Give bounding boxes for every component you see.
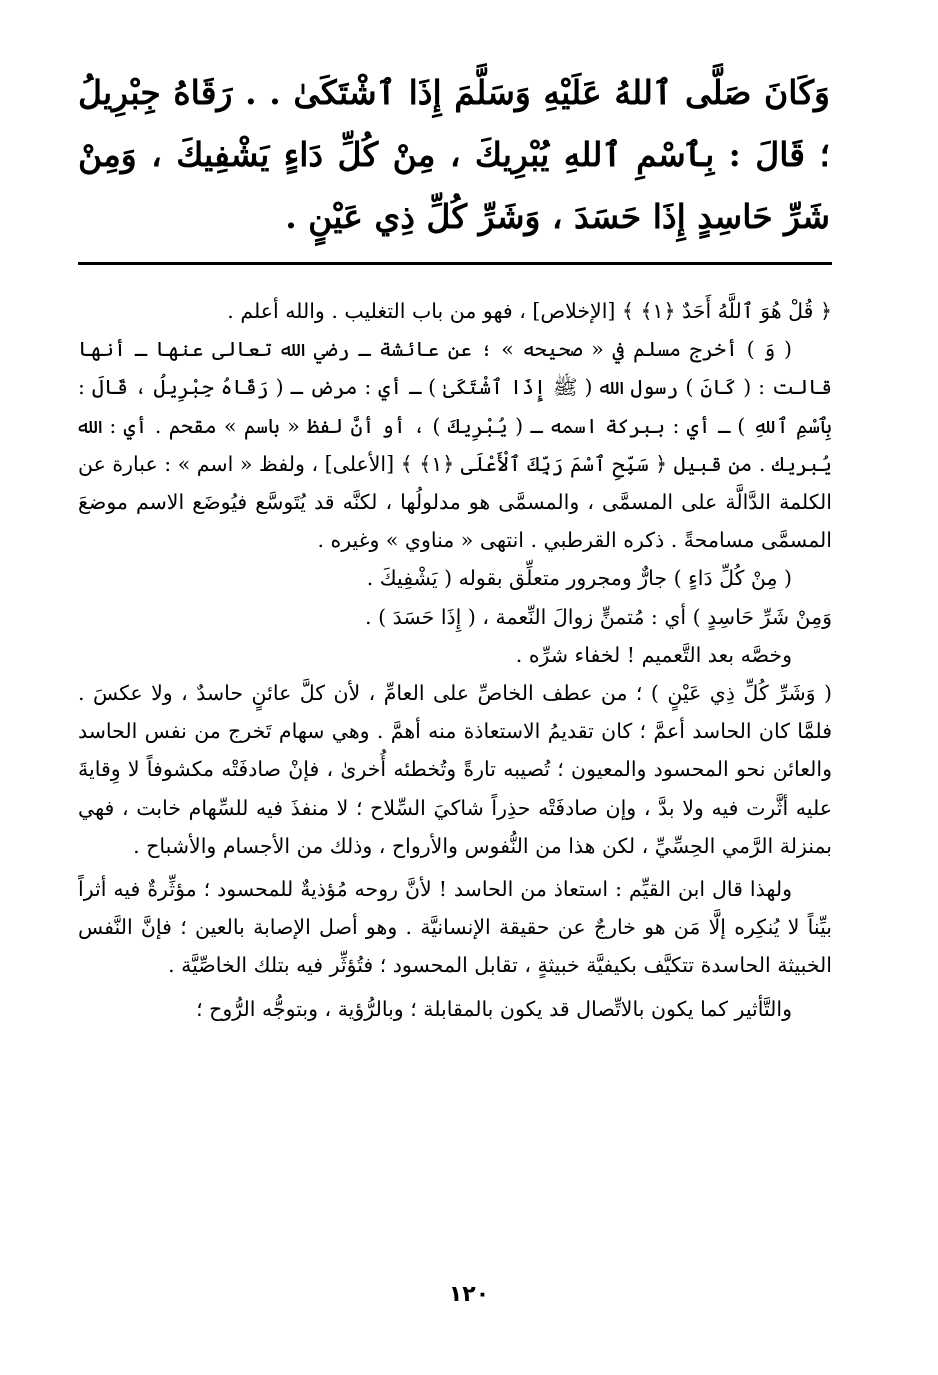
commentary-paragraph: ( مِنْ كُلِّ دَاءٍ ) جارٌّ ومجرور متعلِّق بقوله ( يَشْفِيكَ .	[366, 566, 792, 591]
commentary-paragraph: وَمِنْ شَرِّ حَاسِدٍ ) أي : مُتمنٍّ زوالَ النِّعمة ، ( إِذَا حَسَدَ ) .	[365, 604, 832, 629]
commentary-paragraph: ( وَشَرِّ كُلِّ ذِي عَيْنٍ ) ؛ من عطف الخاصِّ على العامِّ ، لأن كلَّ عائنٍ حاسدٌ ، ولا عكسَ . فلمَّا كان الحاسد أعمَّ ؛ كان تقديمُ الاستعاذة منه أهمَّ . وهي سهام تَخرج من نفس الحاسد والعائن نحو المحسود والمعيون ؛ تُصيبه تارةً وتُخطئه أُخرىٰ ، فإنْ صادفَتْه مكشوفاً لا وِقايةَ عليه أثَّرت فيه ولا بدَّ ، وإن صادفَتْه حذِراً شاكيَ السِّلاح ؛ لا منفذَ فيه للسِّهام خابت ، فهي بمنزلة الرَّمي الحِسِّيِّ ، لكن هذا من النُّفوس والأرواح ، وذلك من الأجسام والأشباح .	[78, 681, 832, 858]
commentary-paragraph: ﴿ قُلْ هُوَ ٱللَّهُ أَحَدٌ ﴿١﴾ ﴾ [الإخلاص] ، فهو من باب التغليب . والله أعلم .	[227, 299, 832, 323]
commentary-paragraph: ( وَ ) أخرج مسلم في « صحيحه » ؛ عن عائشة ـ رضي الله تعالى عنها ـ أنها قالت : ( كَانَ ) رسول الله ( ﷺ إِذَا ٱشْتَكَىٰ ) ـ أي : مرض ـ ( رَقَاهُ جِبْرِيلُ ، قَالَ : بِٱسْمِ ٱللهِ ) ـ أي : ببركة اسمه ـ ( يُبْرِيكَ ) ، أو أنَّ لفظ « باسم » مقحم . أي : الله يُبريك . من قبيل ﴿ سَبِّحِ ٱسْمَ رَبِّكَ ٱلْأَعْلَى ﴿١﴾ ﴾ [الأعلى] ، ولفظ « اسم » : عبارة عن الكلمة الدَّالَّة على المسمَّى ، والمسمَّى هو مدلولُها ، لكنَّه قد يُتَوسَّع فيُوضَع الاسم موضعَ المسمَّى مسامحةً . ذكره القرطبي . انتهى « مناوي » وغيره .	[78, 337, 832, 553]
commentary-paragraph: ولهذا قال ابن القيِّم : استعاذ من الحاسد ! لأنَّ روحه مُؤذيةٌ للمحسود ؛ مؤثِّرةٌ فيه أثراً بيِّناً لا يُنكِره إلَّا مَن هو خارجٌ عن حقيقة الإنسانيَّة . وهو أصل الإصابة بالعين ؛ فإنَّ النَّفس الخبيثة الحاسدة تتكيَّف بكيفيَّة خبيثةٍ ، تقابل المحسود ؛ فتُؤثِّر فيه بتلك الخاصِّيَّة .	[78, 877, 832, 978]
commentary-paragraph: وخصَّه بعد التَّعميم ! لخفاء شرِّه .	[515, 642, 792, 667]
commentary-paragraph: والتَّأثير كما يكون بالاتِّصال قد يكون بالمقابلة ؛ وبالرُّؤية ، وبتوجُّه الرُّوح ؛	[196, 996, 792, 1021]
page-number: ١٢٠	[448, 1282, 490, 1307]
footnote-separator	[78, 262, 832, 265]
main-text-block	[78, 62, 830, 248]
commentary-block	[78, 292, 832, 1028]
main-text: وَكَانَ صَلَّى ٱللهُ عَلَيْهِ وَسَلَّمَ إِذَا ٱشْتَكَىٰ . . رَقَاهُ جِبْرِيلُ ؛ قَالَ : بِٱسْمِ ٱللهِ يُبْرِيكَ ، مِنْ كُلِّ دَاءٍ يَشْفِيكَ ، وَمِنْ شَرِّ حَاسِدٍ إِذَا حَسَدَ ، وَشَرِّ كُلِّ ذِي عَيْنٍ .	[78, 73, 830, 236]
